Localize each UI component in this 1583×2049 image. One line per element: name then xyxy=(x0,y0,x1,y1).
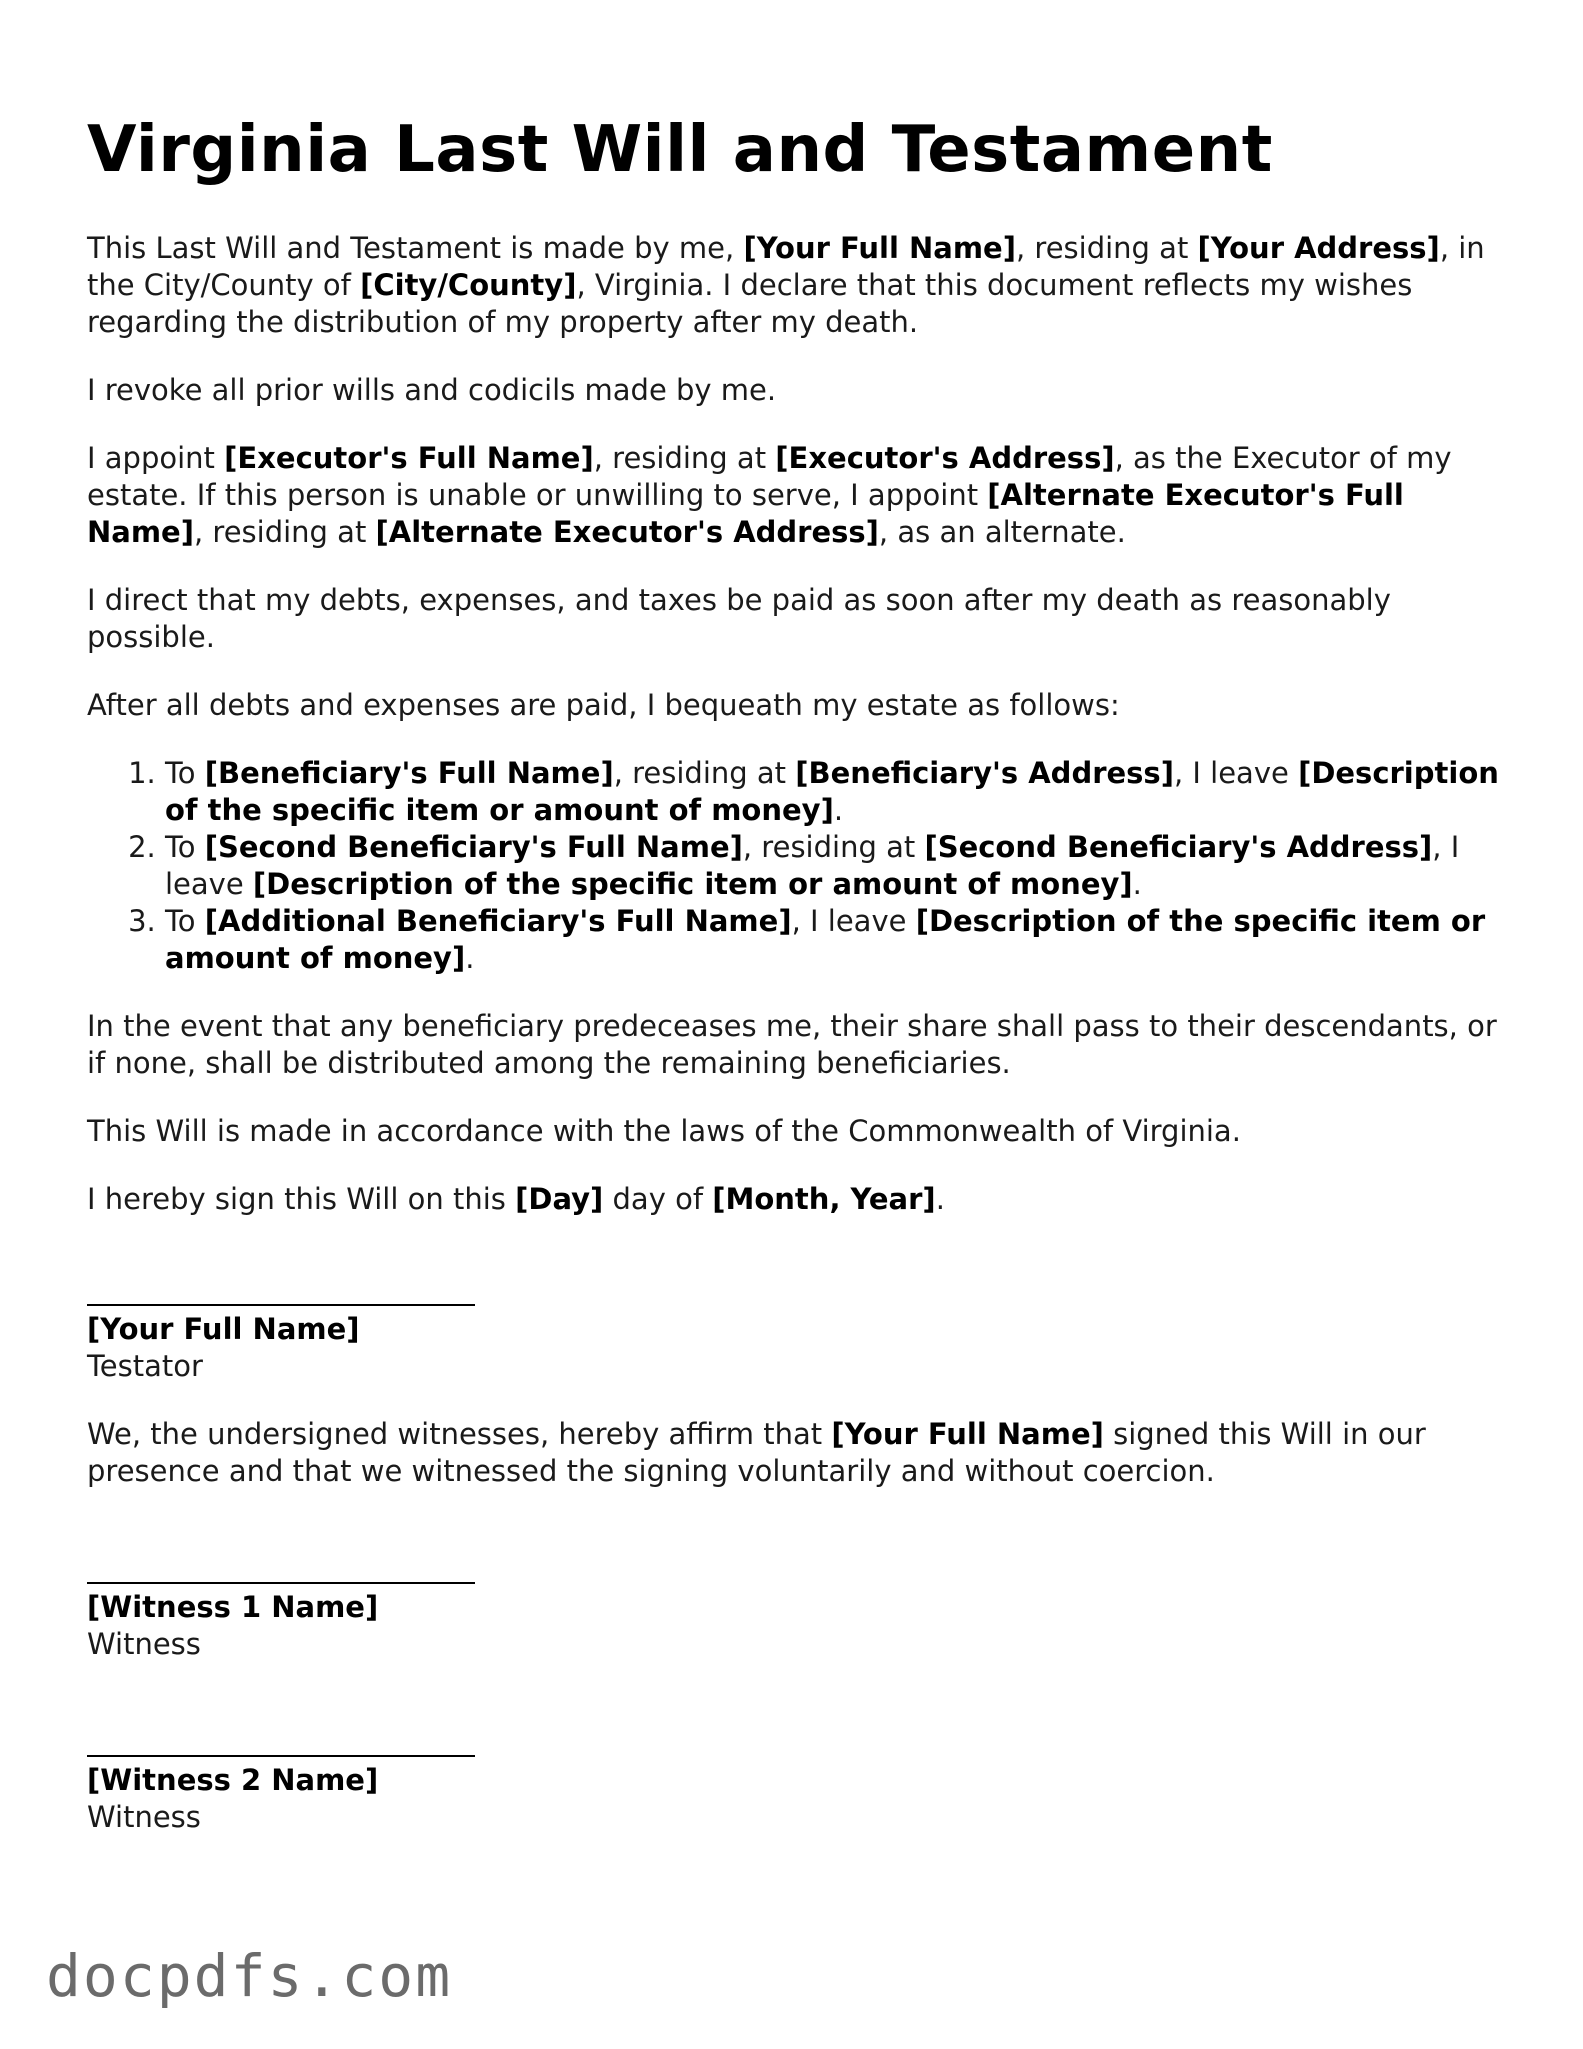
intro-paragraph xyxy=(87,230,1507,341)
text: I hereby sign this Will on this xyxy=(87,1182,516,1216)
text: I appoint xyxy=(87,441,225,475)
placeholder: [Second Beneficiary's Address] xyxy=(924,830,1433,864)
placeholder-testator-address: [Your Address] xyxy=(1197,231,1440,265)
placeholder-alt-executor-name: [Alternate Executor's Full Name] xyxy=(87,478,1404,549)
bequest-intro: After all debts and expenses are paid, I bequeath my estate as follows: xyxy=(87,688,1120,722)
document-page xyxy=(87,108,1507,1867)
text: , residing at xyxy=(593,441,776,475)
executor-paragraph xyxy=(87,440,1507,551)
text: . xyxy=(935,1182,945,1216)
text: , residing at xyxy=(742,830,925,864)
placeholder: [Description of the specific item or amount of money] xyxy=(252,867,1133,901)
text: , I leave xyxy=(791,904,916,938)
placeholder-executor-address: [Executor's Address] xyxy=(775,441,1115,475)
placeholder: [Beneficiary's Full Name] xyxy=(204,756,614,790)
placeholder-city-county: [City/County] xyxy=(360,268,577,302)
placeholder: [Description of the specific item or amount of money] xyxy=(165,756,1499,827)
text: , I leave xyxy=(1173,756,1299,790)
governing-law-paragraph: This Will is made in accordance with the laws of the Commonwealth of Virginia. xyxy=(87,1114,1241,1148)
placeholder-testator-name: [Your Full Name] xyxy=(743,231,1016,265)
text: , as an alternate. xyxy=(878,515,1126,549)
testator-role: Testator xyxy=(87,1349,203,1383)
list-item xyxy=(165,755,1507,829)
witness-1-signature-block xyxy=(87,1552,1507,1663)
text: This Last Will and Testament is made by me, xyxy=(87,231,744,265)
testator-name: [Your Full Name] xyxy=(87,1312,360,1346)
list-item xyxy=(165,829,1507,903)
placeholder-executor-name: [Executor's Full Name] xyxy=(224,441,594,475)
bequest-list xyxy=(87,755,1507,977)
watermark: docpdfs.com xyxy=(46,1942,453,2010)
text: , residing at xyxy=(193,515,376,549)
placeholder: [Beneficiary's Address] xyxy=(795,756,1174,790)
signing-date-paragraph xyxy=(87,1181,1507,1218)
text: , as the Executor of my estate. If this person is unable or unwilling to serve, I appoint xyxy=(87,441,1452,512)
placeholder: [Additional Beneficiary's Full Name] xyxy=(204,904,792,938)
witness-1-name: [Witness 1 Name] xyxy=(87,1590,379,1624)
witness-2-role: Witness xyxy=(87,1800,201,1834)
text: . xyxy=(1132,867,1142,901)
text: To xyxy=(165,904,205,938)
text: To xyxy=(165,830,205,864)
witness-2-signature-block xyxy=(87,1725,1507,1836)
text: signed this Will in our presence and that we witnessed the signing voluntarily and without coercion. xyxy=(87,1417,1426,1488)
witness-2-name: [Witness 2 Name] xyxy=(87,1763,379,1797)
signature-line[interactable] xyxy=(87,1552,1507,1589)
text: , residing at xyxy=(1015,231,1198,265)
witness-1-role: Witness xyxy=(87,1627,201,1661)
placeholder-testator-name: [Your Full Name] xyxy=(831,1417,1104,1451)
testator-signature-block xyxy=(87,1274,1507,1385)
placeholder-alt-executor-address: [Alternate Executor's Address] xyxy=(375,515,879,549)
placeholder-month-year: [Month, Year] xyxy=(712,1182,936,1216)
page-title: Virginia Last Will and Testament xyxy=(87,113,1273,187)
text: We, the undersigned witnesses, hereby affirm that xyxy=(87,1417,832,1451)
text: , Virginia. I declare that this document reflects my wishes regarding the distribution of my property after my death. xyxy=(87,268,1413,339)
text: , residing at xyxy=(613,756,796,790)
list-item xyxy=(165,903,1507,977)
witness-affirmation-paragraph xyxy=(87,1416,1507,1490)
text: , in the City/County of xyxy=(87,231,1485,302)
text: . xyxy=(833,793,844,827)
text: day of xyxy=(603,1182,713,1216)
text: To xyxy=(165,756,205,790)
placeholder: [Description of the specific item or amount of money] xyxy=(165,904,1486,975)
placeholder: [Second Beneficiary's Full Name] xyxy=(204,830,743,864)
placeholder-day: [Day] xyxy=(515,1182,604,1216)
text: , I leave xyxy=(165,830,1460,901)
text: . xyxy=(465,941,475,975)
predecease-paragraph: In the event that any beneficiary predeceases me, their share shall pass to their descendants, or if none, shall be distributed among the remaining beneficiaries. xyxy=(87,1009,1497,1080)
signature-line[interactable] xyxy=(87,1274,1507,1311)
signature-line[interactable] xyxy=(87,1725,1507,1762)
revocation-paragraph: I revoke all prior wills and codicils made by me. xyxy=(87,373,777,407)
debts-paragraph: I direct that my debts, expenses, and taxes be paid as soon after my death as reasonably possible. xyxy=(87,583,1391,654)
